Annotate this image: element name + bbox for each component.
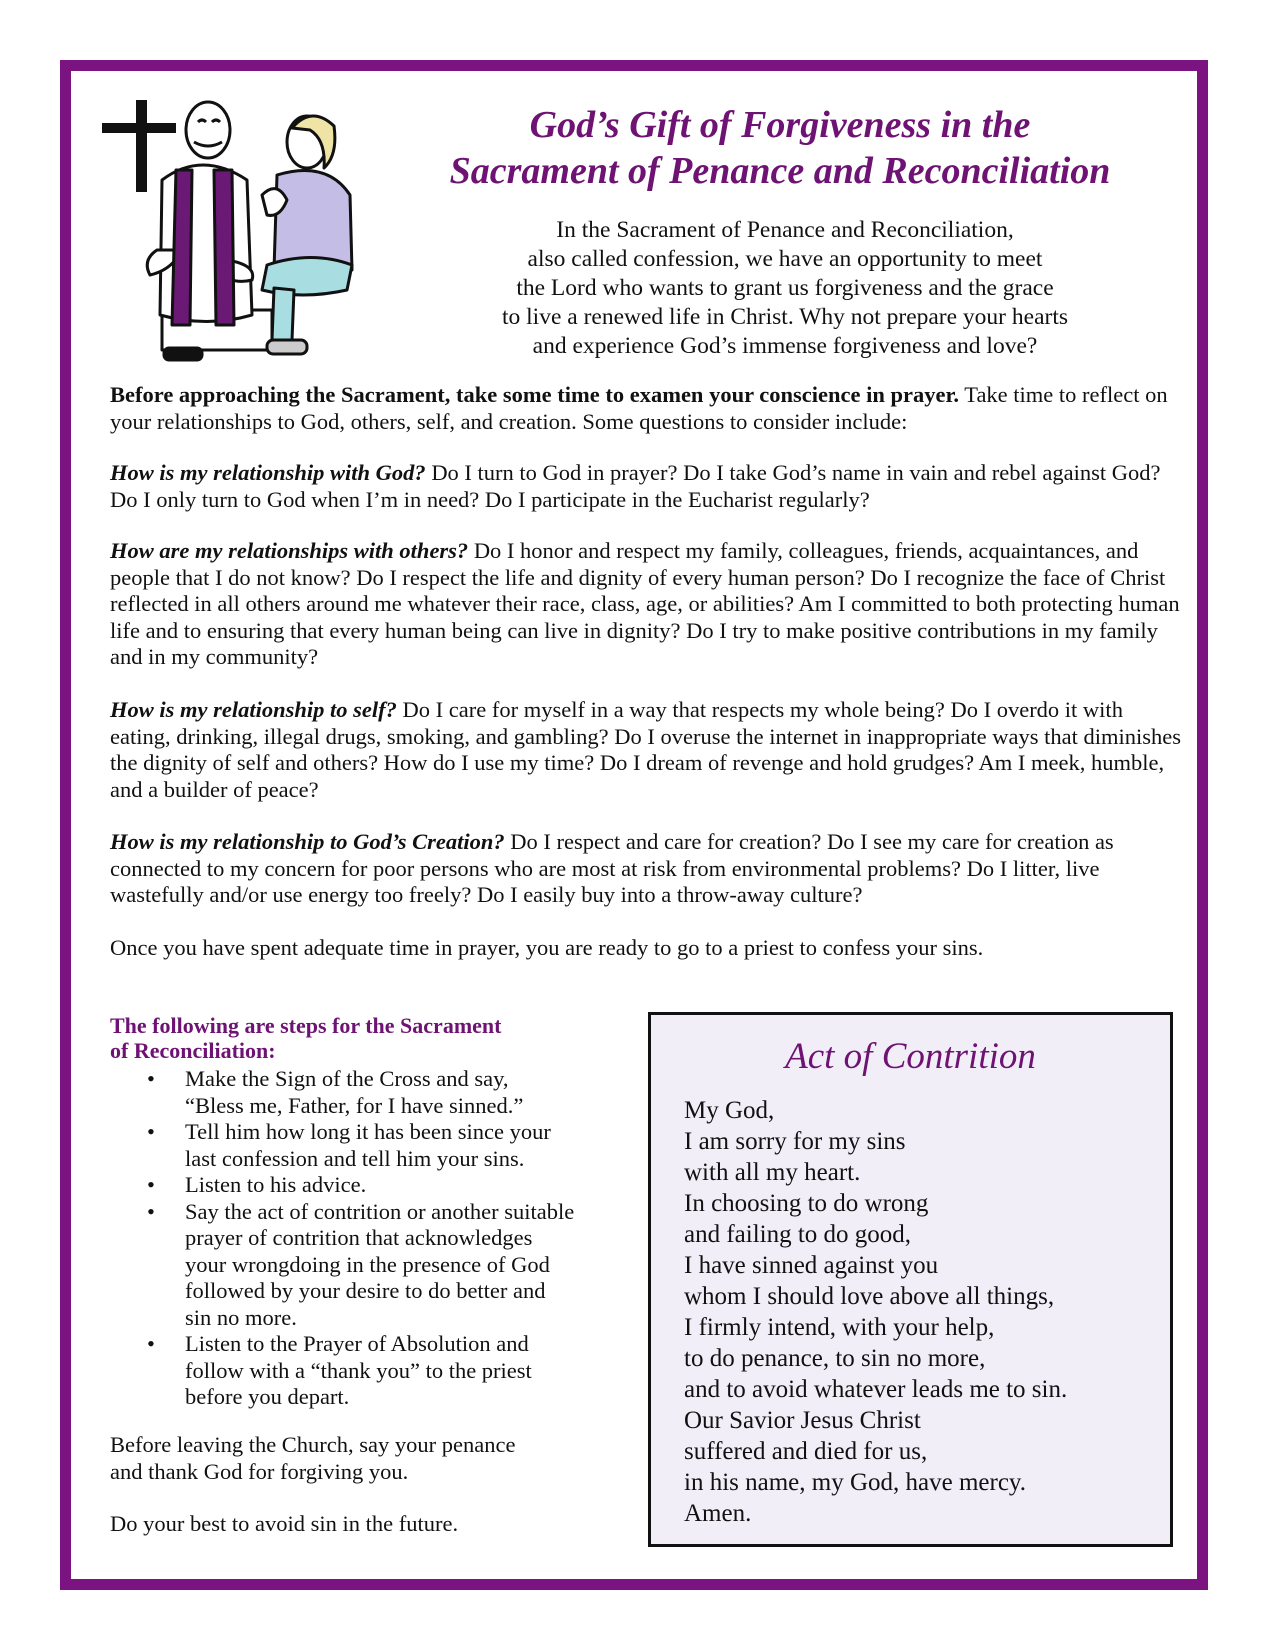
bullet-icon: • xyxy=(147,1119,155,1144)
title-line: God’s Gift of Forgiveness in the xyxy=(529,104,1031,146)
intro-line: also called confession, we have an opportunity to meet xyxy=(527,246,1043,272)
bullet-icon: • xyxy=(147,1066,155,1091)
step-line: before you depart. xyxy=(185,1384,350,1409)
list-item xyxy=(110,1172,630,1199)
steps-heading xyxy=(110,1013,590,1063)
step-line: last confession and tell him your sins. xyxy=(185,1145,525,1171)
page-title xyxy=(405,102,1155,194)
steps-heading-line: of Reconciliation: xyxy=(110,1038,276,1063)
step-line: Tell him how long it has been since your xyxy=(185,1119,551,1144)
prayer-lines xyxy=(684,1095,1067,1529)
closing-line: and thank God for forgiving you. xyxy=(110,1458,409,1484)
step-line: sin no more. xyxy=(185,1304,297,1330)
step-line: follow with a “thank you” to the priest xyxy=(185,1357,532,1383)
list-item xyxy=(110,1199,630,1332)
question-text: Do I respect and care for creation? Do I see my care for creation as connected to my concern for poor persons who are most at risk from environmental problems? Do I litter, live wastefully and/or use energy too freely? Do I easily buy into a throw-away culture? xyxy=(110,829,1114,907)
step-line: followed by your desire to do better and xyxy=(185,1278,546,1303)
step-line: prayer of contrition that acknowledges xyxy=(185,1225,533,1250)
steps-heading-line: The following are steps for the Sacrament xyxy=(110,1013,502,1038)
prayer-line: My God, xyxy=(684,1097,775,1124)
examen-lead: Before approaching the Sacrament, take some time to examen your conscience in prayer. xyxy=(110,382,960,407)
list-item xyxy=(110,1066,630,1119)
closing-paragraph xyxy=(110,1432,610,1485)
prayer-line: Our Savior Jesus Christ xyxy=(684,1407,921,1434)
step-line: Make the Sign of the Cross and say, xyxy=(185,1066,509,1091)
priest-figure xyxy=(147,102,272,360)
prayer-line: suffered and died for us, xyxy=(684,1438,928,1465)
question-creation-paragraph xyxy=(110,829,1185,909)
ready-paragraph: Once you have spent adequate time in prayer, you are ready to go to a priest to confess your sins. xyxy=(110,935,984,960)
step-line: Say the act of contrition or another suitable xyxy=(185,1198,575,1224)
closing-final-line: Do your best to avoid sin in the future. xyxy=(110,1511,459,1536)
prayer-line: and to avoid whatever leads me to sin. xyxy=(684,1376,1068,1403)
question-text: Do I honor and respect my family, colleagues, friends, acquaintances, and people that I do not know? Do I respect the life and dignity of every human person? Do I recognize the face of Christ reflected in all others around me whatever their race, class, age, or abilities? Am I committed to both protecting human life and to ensuring that every human being can live in dignity? Do I try to make positive contributions in my family and in my community? xyxy=(110,538,1180,669)
bullet-icon: • xyxy=(147,1172,155,1197)
prayer-line: I have sinned against you xyxy=(684,1252,939,1279)
list-item xyxy=(110,1119,630,1172)
steps-list xyxy=(110,1066,630,1411)
prayer-line: I firmly intend, with your help, xyxy=(684,1314,995,1341)
prayer-line: and failing to do good, xyxy=(684,1221,912,1248)
step-line: “Bless me, Father, for I have sinned.” xyxy=(185,1092,524,1118)
question-self-paragraph xyxy=(110,697,1185,803)
title-line: Sacrament of Penance and Reconciliation xyxy=(449,150,1111,192)
prayer-line: whom I should love above all things, xyxy=(684,1283,1055,1310)
intro-line: to live a renewed life in Christ. Why not prepare your hearts xyxy=(502,304,1068,330)
prayer-line: in his name, my God, have mercy. xyxy=(684,1469,1027,1496)
step-line: Listen to the Prayer of Absolution and xyxy=(185,1331,529,1356)
penitent-figure xyxy=(262,116,352,354)
closing-line: Before leaving the Church, say your penance xyxy=(110,1432,516,1457)
question-heading: How is my relationship to God’s Creation? xyxy=(110,829,505,854)
bullet-icon: • xyxy=(147,1331,155,1356)
prayer-line: In choosing to do wrong xyxy=(684,1190,929,1217)
bullet-icon: • xyxy=(147,1198,155,1224)
prayer-line: Amen. xyxy=(684,1500,752,1527)
act-of-contrition-box xyxy=(648,1012,1173,1547)
question-heading: How is my relationship with God? xyxy=(110,460,426,485)
intro-line: and experience God’s immense forgiveness and love? xyxy=(532,333,1038,359)
question-text: Do I care for myself in a way that respects my whole being? Do I overdo it with eating, drinking, illegal drugs, smoking, and gambling? Do I overuse the internet in inappropriate ways that diminishes the dignity of self and others? How do I use my time? Do I dream of revenge and hold grudges? Am I meek, humble, and a builder of peace? xyxy=(110,697,1182,802)
step-line: your wrongdoing in the presence of God xyxy=(185,1251,550,1277)
examen-text: Take time to reflect on your relationships to God, others, self, and creation. Some questions to consider include: xyxy=(110,382,1168,434)
question-heading: How are my relationships with others? xyxy=(110,538,469,563)
question-text: Do I turn to God in prayer? Do I take God’s name in vain and rebel against God? Do I only turn to God when I’m in need? Do I participate in the Eucharist regularly? xyxy=(110,460,1161,512)
prayer-line: to do penance, to sin no more, xyxy=(684,1345,986,1372)
confession-illustration xyxy=(102,100,382,375)
examen-paragraph xyxy=(110,382,1185,435)
step-line: Listen to his advice. xyxy=(185,1172,367,1197)
question-god-paragraph xyxy=(110,460,1185,513)
intro-line: In the Sacrament of Penance and Reconciliation, xyxy=(556,217,1014,243)
list-item xyxy=(110,1331,630,1411)
prayer-line: with all my heart. xyxy=(684,1159,861,1186)
question-heading: How is my relationship to self? xyxy=(110,697,397,722)
prayer-line: I am sorry for my sins xyxy=(684,1128,906,1155)
intro-line: the Lord who wants to grant us forgiveness and the grace xyxy=(516,275,1054,301)
prayer-title: Act of Contrition xyxy=(785,1036,1036,1077)
intro-paragraph xyxy=(420,216,1150,361)
question-others-paragraph xyxy=(110,538,1185,671)
